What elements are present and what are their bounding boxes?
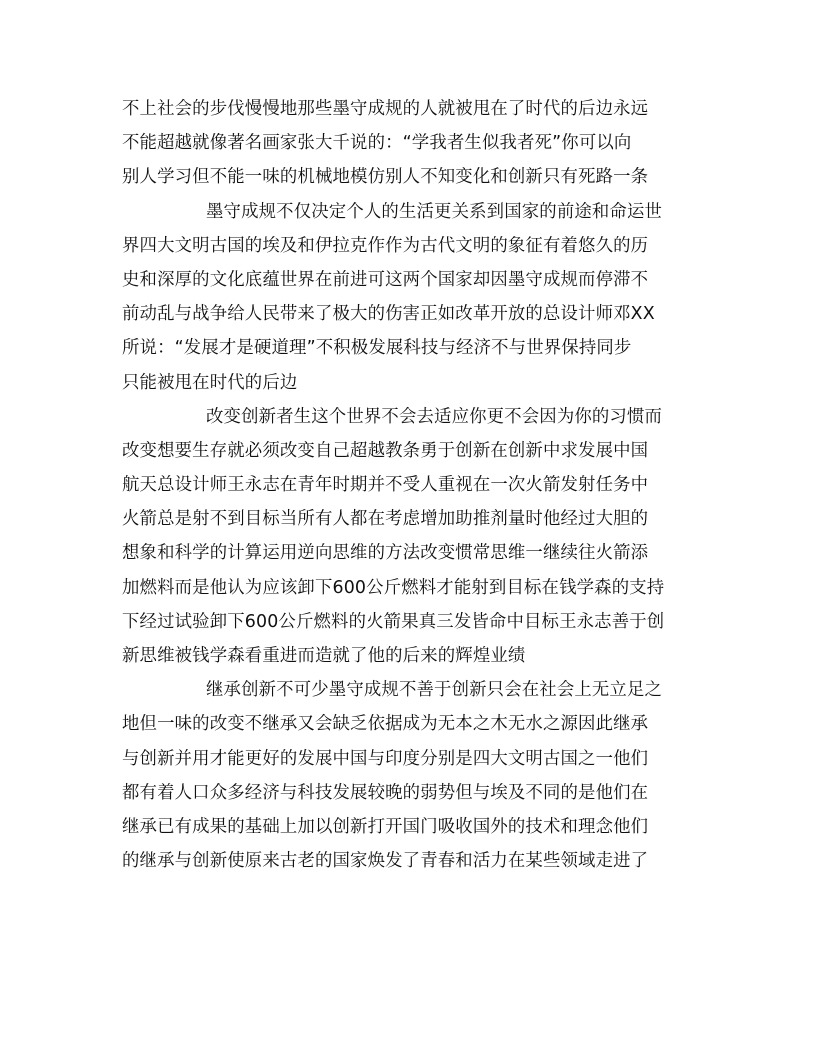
text-line: 航天总设计师王永志在青年时期并不受人重视在一次火箭发射任务中 [122,475,649,496]
text-line: 继承已有成果的基础上加以创新打开国门吸收国外的技术和理念他们 [122,816,649,837]
text-line: 墨守成规不仅决定个人的生活更关系到国家的前途和命运世 [206,201,663,222]
text-line: 加燃料而是他认为应该卸下600公斤燃料才能射到目标在钱学森的支持 [122,577,665,598]
text-line: 界四大文明古国的埃及和伊拉克作作为古代文明的象征有着悠久的历 [122,235,649,256]
text-line: 前动乱与战争给人民带来了极大的伤害正如改革开放的总设计师邓XX [122,304,655,325]
text-line: 下经过试验卸下600公斤燃料的火箭果真三发皆命中目标王永志善于创 [122,611,665,632]
text-line: 的继承与创新使原来古老的国家焕发了青春和活力在某些领域走进了 [122,851,649,872]
text-line: 火箭总是射不到目标当所有人都在考虑增加助推剂量时他经过大胆的 [122,509,649,530]
paragraph [122,673,688,878]
text-line: 新思维被钱学森看重进而造就了他的后来的辉煌业绩 [122,646,526,666]
text-line: 所说：“发展才是硬道理”不积极发展科技与经济不与世界保持同步 [122,338,632,359]
text-line: 改变创新者生这个世界不会去适应你更不会因为你的习惯而 [206,406,663,427]
text-line: 地但一味的改变不继承又会缺乏依据成为无本之木无水之源因此继承 [122,714,649,735]
text-line: 继承创新不可少墨守成规不善于创新只会在社会上无立足之 [206,680,663,701]
text-line: 不能超越就像著名画家张大千说的：“学我者生似我者死”你可以向 [122,133,632,154]
paragraph [122,400,688,674]
text-line: 不上社会的步伐慢慢地那些墨守成规的人就被甩在了时代的后边永远 [122,99,649,119]
text-line: 别人学习但不能一味的机械地模仿别人不知变化和创新只有死路一条 [122,167,649,188]
text-line: 与创新并用才能更好的发展中国与印度分别是四大文明古国之一他们 [122,748,649,769]
text-line: 都有着人口众多经济与科技发展较晚的弱势但与埃及不同的是他们在 [122,782,649,803]
text-line: 只能被甩在时代的后边 [122,372,298,393]
document-body [122,92,688,878]
text-line: 想象和科学的计算运用逆向思维的方法改变惯常思维一继续往火箭添 [122,543,649,564]
paragraph [122,92,688,195]
text-line: 改变想要生存就必须改变自己超越教条勇于创新在创新中求发展中国 [122,440,649,461]
paragraph [122,195,688,400]
text-line: 史和深厚的文化底蕴世界在前进可这两个国家却因墨守成规而停滞不 [122,269,649,290]
